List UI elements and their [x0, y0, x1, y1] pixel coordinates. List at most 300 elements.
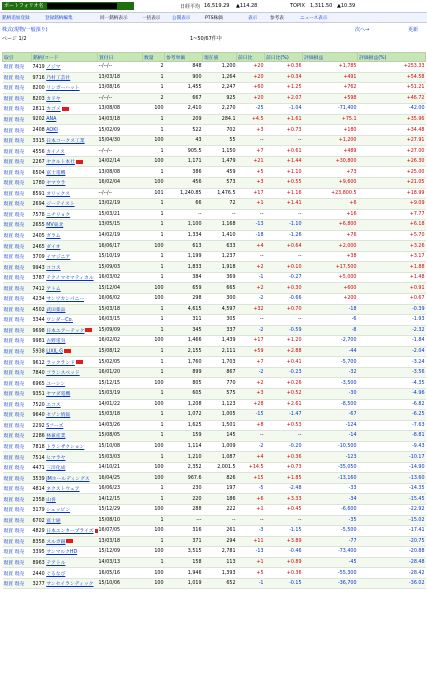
- unrealized-pl-pct: -14.35: [358, 483, 426, 494]
- buy-link[interactable]: 現買: [3, 118, 14, 123]
- reference-price: 1,210: [165, 452, 203, 463]
- buy-link[interactable]: 現買: [3, 434, 14, 440]
- stock-name-link[interactable]: 古野電気: [46, 339, 66, 345]
- buy-link[interactable]: 現買: [3, 318, 14, 324]
- table-row: [3, 473, 426, 484]
- trade-cell: [3, 526, 32, 537]
- buy-link[interactable]: 現買: [3, 86, 14, 92]
- trade-cell: [3, 483, 32, 494]
- buy-link[interactable]: 現買: [3, 307, 14, 313]
- unrealized-pl-pct: -15.45: [358, 494, 426, 505]
- day-change: -1: [237, 272, 265, 283]
- day-change: -18: [237, 230, 265, 241]
- sell-link[interactable]: 現売: [13, 181, 25, 187]
- nikkei-value: 16,519.29: [204, 3, 230, 9]
- column-header[interactable]: 前日比: [237, 53, 265, 62]
- sell-link[interactable]: 現売: [13, 191, 25, 197]
- day-change: +59: [237, 346, 265, 357]
- reference-price: 1,833: [165, 262, 203, 273]
- table-row: [3, 251, 426, 262]
- buy-link[interactable]: 現買: [3, 212, 14, 218]
- sell-link[interactable]: 現売: [13, 265, 25, 271]
- sell-link[interactable]: 現売: [13, 550, 25, 556]
- quantity: 100: [143, 241, 165, 252]
- table-row: [3, 188, 426, 199]
- reference-price: 1,199: [165, 251, 203, 262]
- unrealized-pl: -124: [303, 420, 358, 431]
- column-header[interactable]: 銘柄/コード: [32, 53, 98, 62]
- buy-link[interactable]: 現買: [3, 466, 14, 472]
- day-change: -2: [237, 325, 265, 336]
- toolbar-add-stock[interactable]: 銘柄追加登録: [2, 16, 30, 21]
- stock-name-link[interactable]: カゴメ: [46, 107, 61, 113]
- sell-link[interactable]: 現売: [13, 444, 25, 450]
- table-row: [3, 441, 426, 452]
- unrealized-pl: +76: [303, 230, 358, 241]
- sell-link[interactable]: 現売: [13, 466, 25, 472]
- stock-code: 6702: [32, 518, 47, 524]
- trade-cell: [3, 220, 32, 231]
- buy-date: 15/09/03: [98, 262, 143, 273]
- buy-link[interactable]: 現買: [3, 170, 14, 176]
- stock-name-link[interactable]: JMホールディングス: [46, 476, 90, 482]
- current-price: --: [203, 515, 237, 526]
- holdings-table: [2, 52, 426, 589]
- trade-cell: [3, 515, 32, 526]
- sell-link[interactable]: 現売: [13, 234, 25, 240]
- buy-date: 15/09/09: [98, 325, 143, 336]
- stock-name-link[interactable]: ラックランド: [46, 360, 75, 366]
- stock-cell: [32, 104, 98, 115]
- stock-name-link[interactable]: ヤマダ電機: [46, 392, 71, 398]
- sell-link[interactable]: 現売: [13, 582, 25, 588]
- buy-link[interactable]: 現買: [3, 444, 14, 450]
- sell-link[interactable]: 現売: [13, 86, 25, 92]
- trade-cell: [3, 452, 32, 463]
- day-change-pct: --: [265, 251, 303, 262]
- sell-link[interactable]: 現売: [13, 318, 25, 324]
- day-change: +17: [237, 336, 265, 347]
- stock-cell: [32, 178, 98, 189]
- unrealized-pl-pct: +253.33: [358, 62, 426, 73]
- sell-link[interactable]: 現売: [13, 539, 25, 545]
- reference-price: 1,466: [165, 336, 203, 347]
- column-header[interactable]: 現在値: [203, 53, 237, 62]
- day-change: -2: [237, 441, 265, 452]
- day-change-pct: +0.36: [265, 62, 303, 73]
- buy-link[interactable]: 現買: [3, 128, 14, 134]
- sell-link[interactable]: 現売: [13, 360, 25, 366]
- next-link[interactable]: 次へ→: [355, 27, 370, 33]
- day-change: +2: [237, 262, 265, 273]
- day-change: +20: [237, 93, 265, 104]
- stock-name-link[interactable]: 日本エンタープライズ: [46, 529, 94, 535]
- sell-link[interactable]: 現売: [13, 497, 25, 503]
- stock-code: 9698: [32, 328, 47, 334]
- buy-link[interactable]: 現買: [3, 191, 14, 197]
- unrealized-pl-pct: -13.60: [358, 473, 426, 484]
- unrealized-pl-pct: +25.00: [358, 167, 426, 178]
- stock-name-link[interactable]: フランスベッド: [46, 371, 80, 377]
- stock-cell: [32, 230, 98, 241]
- column-header[interactable]: 前日比(%): [265, 53, 303, 62]
- stock-name-link[interactable]: Sフーズ: [46, 423, 64, 429]
- buy-date: 15/02/09: [98, 125, 143, 136]
- sell-link[interactable]: 現売: [13, 223, 25, 229]
- buy-link[interactable]: 現買: [3, 371, 14, 377]
- buy-link[interactable]: 現買: [3, 75, 14, 81]
- trade-cell: [3, 547, 32, 558]
- column-header[interactable]: 評価損益(%): [358, 53, 426, 62]
- unrealized-pl: +17,500: [303, 262, 358, 273]
- stock-name-link[interactable]: ぐるなび: [46, 571, 66, 577]
- sell-link[interactable]: 現売: [13, 434, 25, 440]
- buy-link[interactable]: 現買: [3, 423, 14, 429]
- stock-code: 3787: [32, 276, 47, 282]
- day-change-pct: -0.27: [265, 272, 303, 283]
- unrealized-pl: +200: [303, 294, 358, 305]
- column-header[interactable]: 評価損益: [303, 53, 358, 62]
- buy-link[interactable]: 現買: [3, 265, 14, 271]
- buy-date: 13/05/15: [98, 220, 143, 231]
- trade-cell: [3, 199, 32, 210]
- sell-link[interactable]: 現売: [13, 307, 25, 313]
- stock-name-link[interactable]: ヤマウラ: [46, 181, 66, 187]
- buy-link[interactable]: 現買: [3, 339, 14, 345]
- stock-code: 9351: [32, 392, 47, 398]
- column-header[interactable]: 数量: [143, 53, 165, 62]
- reference-price: 967.6: [165, 473, 203, 484]
- stock-cell: [32, 251, 98, 262]
- buy-link[interactable]: 現買: [3, 518, 14, 524]
- quantity: 1: [143, 420, 165, 431]
- stock-cell: [32, 220, 98, 231]
- buy-link[interactable]: 現買: [3, 65, 14, 71]
- day-change-pct: +3.89: [265, 536, 303, 547]
- buy-link[interactable]: 現買: [3, 223, 14, 229]
- sell-link[interactable]: 現売: [13, 118, 25, 123]
- stock-name-link[interactable]: エコス: [46, 402, 61, 408]
- buy-date: 14/10/21: [98, 462, 143, 473]
- portfolio-selector[interactable]: [2, 2, 134, 10]
- sell-link[interactable]: 現売: [13, 339, 25, 345]
- day-change-pct: +0.55: [265, 178, 303, 189]
- unrealized-pl: -33: [303, 483, 358, 494]
- stock-name-link[interactable]: カイノス: [46, 149, 65, 155]
- unrealized-pl-pct: +51.21: [358, 83, 426, 94]
- section-header: [0, 23, 427, 33]
- buy-link[interactable]: 現買: [3, 476, 14, 482]
- stock-name-link[interactable]: ユーシン: [46, 381, 66, 387]
- stock-name-link[interactable]: サンワカンパニー: [46, 297, 85, 303]
- stock-name-link[interactable]: 山喜: [46, 497, 56, 503]
- buy-link[interactable]: 現買: [3, 529, 14, 535]
- sell-link[interactable]: 現売: [13, 371, 25, 377]
- day-change-pct: -1.26: [265, 230, 303, 241]
- stock-name-link[interactable]: ココス: [46, 265, 61, 271]
- stock-name-link[interactable]: テクノマセマティカル: [46, 276, 94, 282]
- trade-cell: [3, 272, 32, 283]
- day-change-pct: +1.41: [265, 199, 303, 210]
- stock-name-link[interactable]: 乃村工芸社: [46, 75, 71, 81]
- sell-link[interactable]: 現売: [13, 297, 25, 303]
- day-change-pct: +1.25: [265, 83, 303, 94]
- portfolio-name-redacted: [47, 3, 117, 9]
- unrealized-pl-pct: +1.48: [358, 272, 426, 283]
- refresh-link[interactable]: 更新: [408, 27, 419, 33]
- day-change-pct: +1.61: [265, 114, 303, 125]
- day-change: +21: [237, 156, 265, 167]
- buy-date: 16/06/17: [98, 241, 143, 252]
- buy-link[interactable]: 現買: [3, 149, 14, 155]
- sell-link[interactable]: 現売: [13, 170, 25, 176]
- buy-link[interactable]: 現買: [3, 202, 14, 208]
- table-row: [3, 272, 426, 283]
- quantity: 1: [143, 410, 165, 421]
- buy-link[interactable]: 現買: [3, 181, 14, 187]
- unrealized-pl-pct: +3.26: [358, 241, 426, 252]
- sell-link[interactable]: 現売: [13, 75, 25, 81]
- table-row: [3, 346, 426, 357]
- stock-name-link[interactable]: カドヤ: [46, 96, 61, 102]
- stock-name-link[interactable]: リンガーハット: [46, 86, 80, 92]
- buy-date: 14/12/15: [98, 494, 143, 505]
- buy-link[interactable]: 現買: [3, 508, 14, 514]
- buy-link[interactable]: 現買: [3, 276, 14, 282]
- stock-name-link[interactable]: ヒマラヤ: [46, 455, 66, 461]
- stock-cell: [32, 156, 98, 167]
- trade-cell: [3, 167, 32, 178]
- unrealized-pl: -10,500: [303, 441, 358, 452]
- unrealized-pl-pct: +27.91: [358, 135, 426, 146]
- trade-cell: [3, 125, 32, 136]
- day-change: -13: [237, 220, 265, 231]
- stock-name-link[interactable]: ガラム: [46, 234, 61, 240]
- sell-link[interactable]: 現売: [13, 286, 25, 292]
- column-header[interactable]: 取引: [3, 53, 32, 62]
- sell-link[interactable]: 現売: [13, 149, 25, 155]
- stock-name-link[interactable]: ノジマ: [46, 65, 61, 71]
- sell-link[interactable]: 現売: [13, 476, 25, 482]
- toolbar-edit-stocks[interactable]: 登録銘柄編集: [45, 16, 73, 21]
- buy-date: 13/03/18: [98, 536, 143, 547]
- stock-code: 2358: [32, 497, 47, 503]
- buy-link[interactable]: 現買: [3, 413, 14, 419]
- trade-cell: [3, 114, 32, 125]
- unrealized-pl-pct: +35.96: [358, 114, 426, 125]
- unrealized-pl-pct: +1.88: [358, 262, 426, 273]
- trade-cell: [3, 473, 32, 484]
- sell-link[interactable]: 現売: [13, 518, 25, 524]
- table-row: [3, 504, 426, 515]
- sell-link[interactable]: 現売: [13, 423, 25, 429]
- sell-link[interactable]: 現売: [13, 96, 25, 102]
- sell-link[interactable]: 現売: [13, 255, 25, 261]
- buy-link[interactable]: 現買: [3, 571, 14, 577]
- stock-name-link[interactable]: テアトル: [46, 560, 66, 566]
- stock-name-link[interactable]: トランザクション: [46, 444, 85, 450]
- toolbar-pts-price[interactable]: PTS株価: [205, 16, 223, 21]
- unrealized-pl-pct: +26.30: [358, 156, 426, 167]
- current-price: 1,087: [203, 452, 237, 463]
- sell-link[interactable]: 現売: [13, 160, 25, 166]
- buy-link[interactable]: 現買: [3, 560, 14, 566]
- buy-link[interactable]: 現買: [3, 392, 14, 398]
- buy-link[interactable]: 現買: [3, 487, 14, 493]
- stock-name-link[interactable]: ニチリョク: [46, 212, 71, 218]
- trade-cell: [3, 336, 32, 347]
- toolbar-bulk-display[interactable]: 一括表示: [142, 16, 161, 21]
- stock-name-link[interactable]: ANA: [46, 117, 57, 122]
- toolbar-reference[interactable]: 参考表: [270, 16, 284, 21]
- stock-code: 2405: [32, 234, 47, 240]
- section-title: 株式(現物/一般預り): [2, 27, 48, 33]
- unrealized-pl-pct: +54.58: [358, 72, 426, 83]
- day-change: +1: [237, 557, 265, 568]
- current-price: 702: [203, 125, 237, 136]
- sell-link[interactable]: 現売: [13, 276, 25, 282]
- buy-link[interactable]: 現買: [3, 160, 14, 166]
- stock-name-link[interactable]: ダイオ: [46, 244, 61, 250]
- stock-name-link[interactable]: オリックス: [46, 191, 70, 197]
- stock-code: 2440: [32, 571, 47, 577]
- buy-link[interactable]: 現買: [3, 297, 14, 303]
- day-change-pct: -0.15: [265, 578, 303, 589]
- sell-link[interactable]: 現売: [13, 529, 25, 535]
- stock-name-link[interactable]: AOKI: [46, 127, 58, 133]
- day-change: +4: [237, 452, 265, 463]
- unrealized-pl-pct: -8.81: [358, 431, 426, 442]
- sell-link[interactable]: 現売: [13, 107, 25, 113]
- stock-name-link[interactable]: サンマルクHD: [46, 550, 78, 556]
- sell-link[interactable]: 現売: [13, 392, 25, 398]
- buy-link[interactable]: 現買: [3, 497, 14, 503]
- buy-link[interactable]: 現買: [3, 328, 14, 334]
- unrealized-pl: +762: [303, 83, 358, 94]
- stock-name-link[interactable]: ヤクルト本社: [46, 160, 75, 166]
- day-change: +2: [237, 283, 265, 294]
- stock-name-link[interactable]: ワンダーCo.: [46, 318, 73, 324]
- stock-name-link[interactable]: スルガ銀: [46, 539, 66, 545]
- toolbar-news[interactable]: ニュース表示: [300, 16, 328, 21]
- stock-name-link[interactable]: セゾン情報: [46, 413, 71, 419]
- unrealized-pl-pct: -28.48: [358, 557, 426, 568]
- buy-link[interactable]: 現買: [3, 96, 14, 102]
- stock-name-link[interactable]: 武田薬品: [46, 307, 66, 313]
- current-price: 1,200: [203, 62, 237, 73]
- column-header[interactable]: 買付日: [98, 53, 143, 62]
- stock-name-link[interactable]: ネクストウェア: [46, 487, 80, 493]
- current-price: 1,264: [203, 72, 237, 83]
- stock-name-link[interactable]: 日本コークス工業: [46, 139, 85, 145]
- stock-cell: [32, 473, 98, 484]
- stock-name-link[interactable]: 三洋化成: [46, 466, 66, 472]
- unrealized-pl-pct: +18.99: [358, 188, 426, 199]
- stock-name-link[interactable]: ジーテイスト: [46, 202, 75, 208]
- unrealized-pl: -3,500: [303, 378, 358, 389]
- stock-name-link[interactable]: イマジニア: [46, 255, 71, 261]
- unrealized-pl-pct: -1.84: [358, 336, 426, 347]
- buy-link[interactable]: 現買: [3, 381, 14, 387]
- toolbar-display[interactable]: 表示: [248, 16, 258, 21]
- buy-link[interactable]: 現買: [3, 550, 14, 556]
- nikkei-label: 日経平均: [180, 4, 201, 10]
- sell-link[interactable]: 現売: [13, 328, 25, 334]
- buy-link[interactable]: 現買: [3, 107, 14, 113]
- quantity: 100: [143, 473, 165, 484]
- buy-link[interactable]: 現買: [3, 402, 14, 408]
- day-change: +7: [237, 357, 265, 368]
- column-header[interactable]: 参考単価: [165, 53, 203, 62]
- sell-link[interactable]: 現売: [13, 560, 25, 566]
- stock-cell: [32, 515, 98, 526]
- stock-name-link[interactable]: アトム: [46, 286, 61, 292]
- stock-code: 3315: [32, 139, 47, 145]
- sell-link[interactable]: 現売: [13, 381, 25, 387]
- stock-name-link[interactable]: LIXIL G: [46, 349, 63, 355]
- buy-link[interactable]: 現買: [3, 286, 14, 292]
- trade-cell: [3, 410, 32, 421]
- buy-link[interactable]: 現買: [3, 234, 14, 240]
- stock-name-link[interactable]: 林兼産業: [46, 434, 66, 440]
- stock-name-link[interactable]: 富士電機: [46, 170, 66, 176]
- unrealized-pl: +6,800: [303, 220, 358, 231]
- stock-code: 2286: [32, 434, 47, 440]
- sell-link[interactable]: 現売: [13, 350, 25, 356]
- buy-link[interactable]: 現買: [3, 350, 14, 356]
- sell-link[interactable]: 現売: [13, 402, 25, 408]
- buy-link[interactable]: 現買: [3, 139, 14, 145]
- buy-link[interactable]: 現買: [3, 244, 14, 250]
- day-change: --: [237, 315, 265, 326]
- toolbar-same-stock[interactable]: 同一銘柄表示: [100, 16, 128, 21]
- current-price: 369: [203, 272, 237, 283]
- sell-link[interactable]: 現売: [13, 571, 25, 577]
- table-row: [3, 410, 426, 421]
- sell-link[interactable]: 現売: [13, 128, 25, 134]
- toolbar-public-display[interactable]: 公開表示: [172, 16, 191, 21]
- stock-code: 8591: [32, 191, 47, 197]
- stock-code: 2267: [32, 160, 47, 166]
- unrealized-pl-pct: +3.17: [358, 251, 426, 262]
- stock-name-link[interactable]: MV東北: [46, 223, 64, 229]
- buy-date: --/--/--: [98, 188, 143, 199]
- buy-link[interactable]: 現買: [3, 455, 14, 461]
- sell-link[interactable]: 現売: [13, 244, 25, 250]
- stock-cell: [32, 367, 98, 378]
- sell-link[interactable]: 現売: [13, 212, 25, 218]
- stock-name-link[interactable]: シュッピン: [46, 508, 71, 514]
- sell-link[interactable]: 現売: [13, 65, 25, 71]
- stock-name-link[interactable]: 富士通: [46, 518, 61, 524]
- buy-link[interactable]: 現買: [3, 255, 14, 261]
- sell-link[interactable]: 現売: [13, 413, 25, 419]
- buy-link[interactable]: 現買: [3, 582, 14, 588]
- buy-link[interactable]: 現買: [3, 360, 14, 366]
- stock-name-link[interactable]: 日本エアーテック: [46, 328, 85, 334]
- sell-link[interactable]: 現売: [13, 139, 25, 145]
- table-row: [3, 262, 426, 273]
- stock-code: 9981: [32, 339, 47, 345]
- day-change: --: [237, 135, 265, 146]
- sell-link[interactable]: 現売: [13, 487, 25, 493]
- trade-cell: [3, 325, 32, 336]
- buy-link[interactable]: 現買: [3, 539, 14, 545]
- stock-name-link[interactable]: サンセイランディック: [46, 582, 94, 588]
- sell-link[interactable]: 現売: [13, 202, 25, 208]
- sell-link[interactable]: 現売: [13, 455, 25, 461]
- sell-link[interactable]: 現売: [13, 508, 25, 514]
